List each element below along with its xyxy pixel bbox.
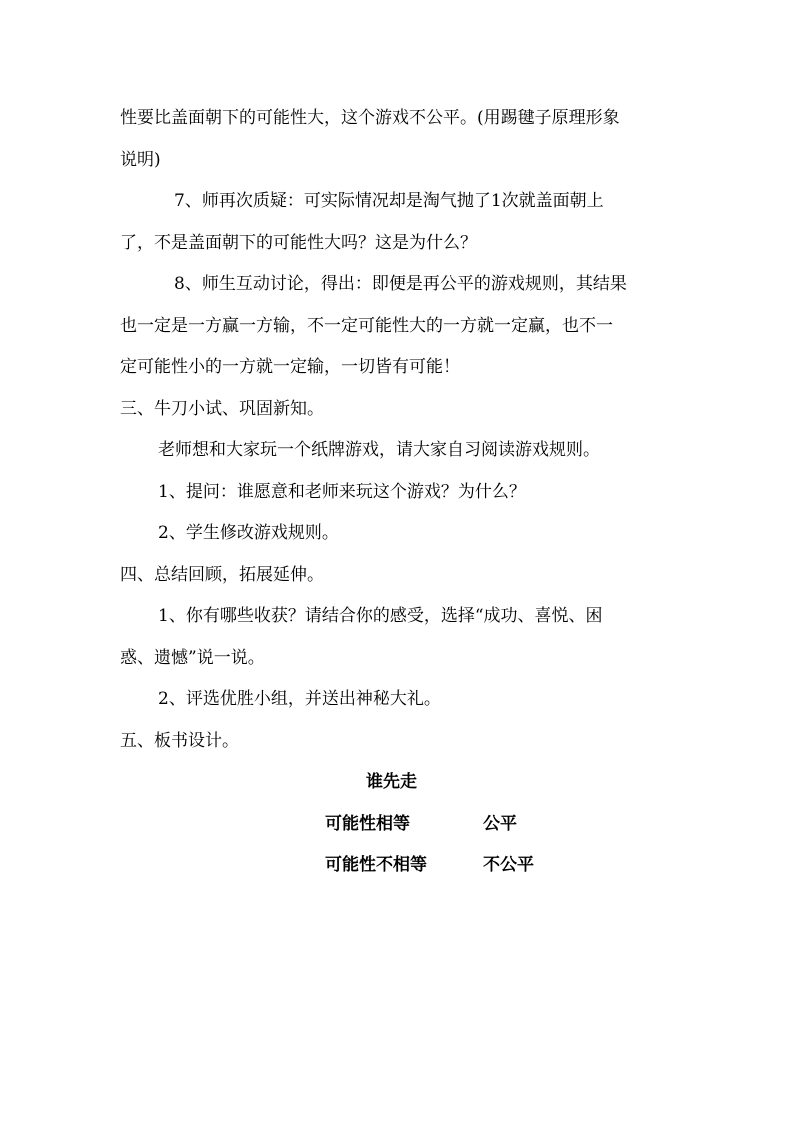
list-item: 1、提问：谁愿意和老师来玩这个游戏？为什么？: [158, 482, 526, 502]
section-heading: 三、牛刀小试、巩固新知。: [120, 399, 324, 419]
board-row-right: 不公平: [483, 855, 534, 875]
board-row-left: 可能性不相等: [325, 855, 427, 875]
list-item: 惑、遗憾”说一说。: [120, 648, 265, 668]
paragraph-line: 也一定是一方赢一方输，不一定可能性大的一方就一定赢，也不一: [120, 316, 613, 336]
paragraph-line: 说明): [120, 150, 161, 170]
list-item: 1、你有哪些收获？请结合你的感受，选择“成功、喜悦、困: [158, 606, 603, 626]
paragraph-line: 了，不是盖面朝下的可能性大吗？这是为什么？: [120, 233, 477, 253]
paragraph-line: 定可能性小的一方就一定输，一切皆有可能！: [120, 357, 460, 377]
paragraph-line: 性要比盖面朝下的可能性大，这个游戏不公平。(用踢毽子原理形象: [120, 108, 620, 128]
section-heading: 四、总结回顾，拓展延伸。: [120, 565, 324, 585]
board-row-left: 可能性相等: [325, 814, 410, 834]
list-item: 2、学生修改游戏规则。: [158, 523, 339, 543]
section-heading: 五、板书设计。: [120, 731, 239, 751]
paragraph-line: 8、师生互动讨论，得出：即便是再公平的游戏规则，其结果: [174, 274, 627, 294]
board-row-right: 公平: [483, 814, 517, 834]
list-item: 2、评选优胜小组，并送出神秘大礼。: [158, 689, 441, 709]
paragraph-line: 老师想和大家玩一个纸牌游戏，请大家自习阅读游戏规则。: [158, 440, 600, 460]
paragraph-line: 7、师再次质疑：可实际情况却是淘气抛了1次就盖面朝上: [174, 191, 604, 211]
board-title: 谁先走: [366, 772, 417, 792]
